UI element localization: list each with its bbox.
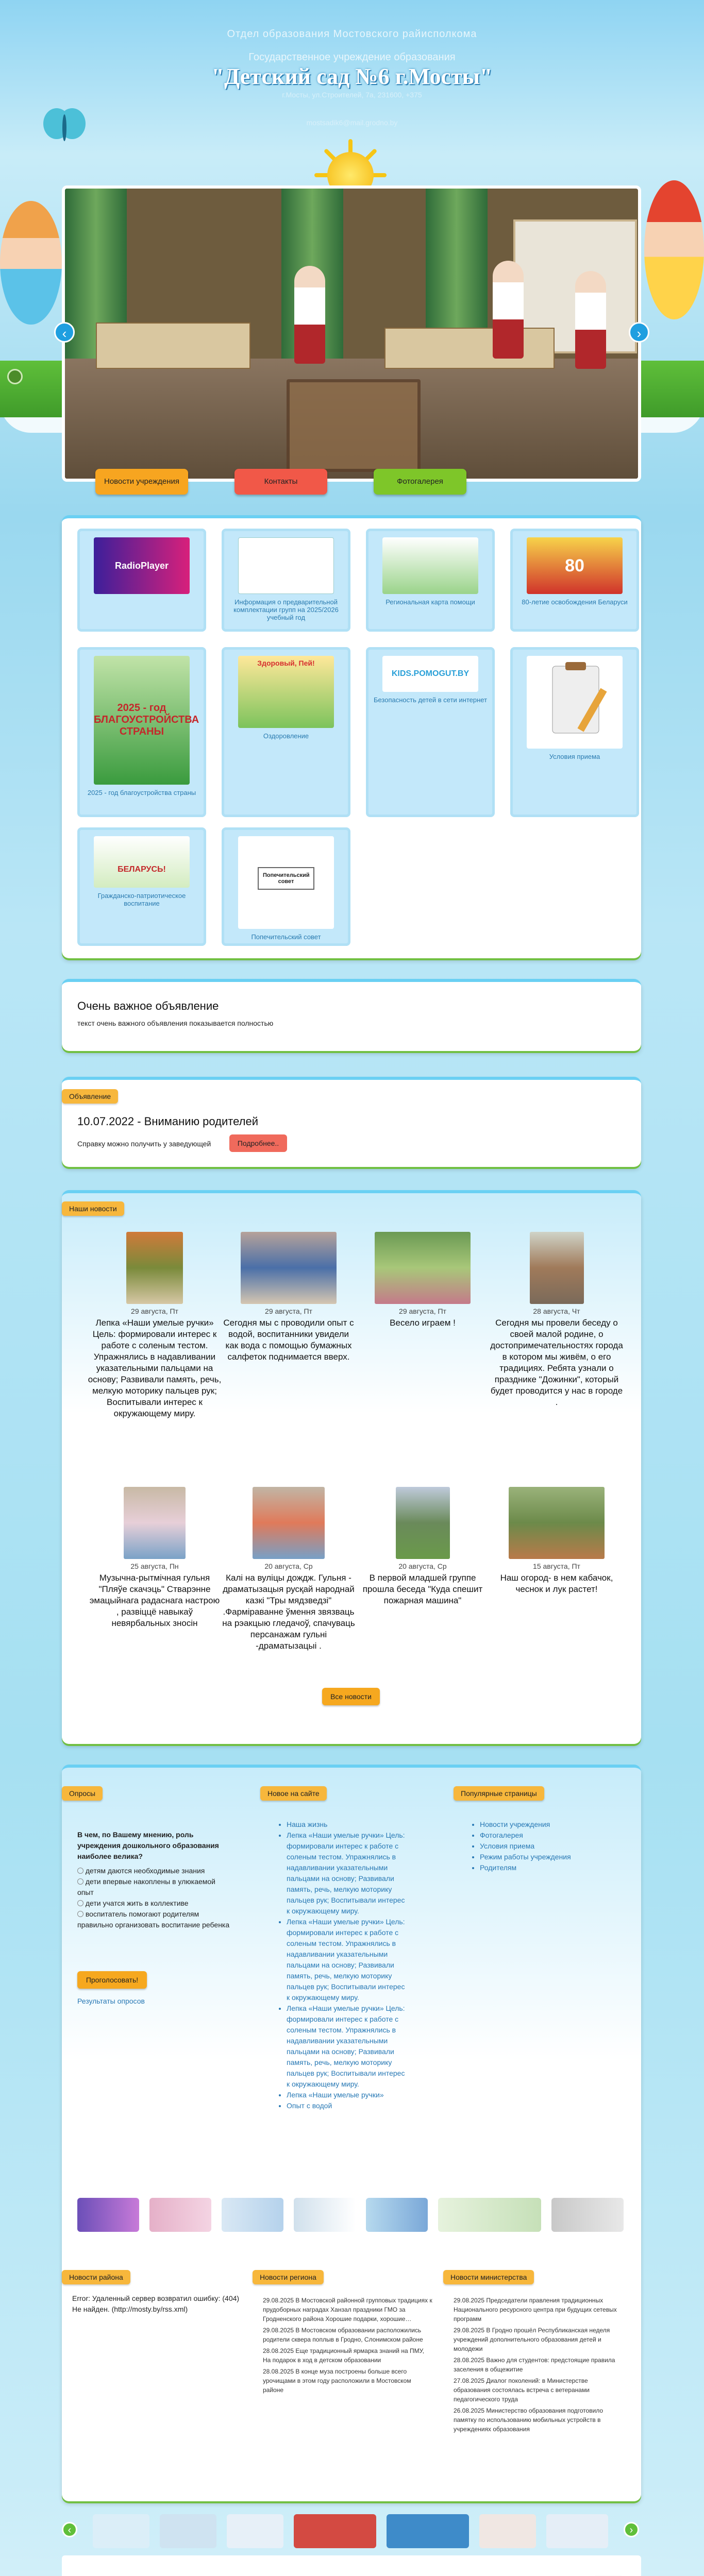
news-photo[interactable] — [396, 1487, 450, 1559]
new-on-site-item[interactable]: • Опыт с водой — [287, 2100, 407, 2111]
news-item[interactable] — [490, 1487, 624, 1595]
banner-link[interactable] — [366, 2198, 428, 2232]
popular-item[interactable]: • Новости учреждения — [480, 1819, 616, 1830]
new-on-site-item[interactable]: • Лепка «Наши умелые ручки» Цель: формировали интерес к работе с соленым тестом. Упражнялись в надавливании указательными пальцами на основу; Развивали память, речь, мелкую моторику пальцев рук; Воспитывали интерес к окружающему миру. — [287, 1917, 407, 2003]
quick-link-radioplayer[interactable] — [77, 529, 206, 632]
quick-link-label: Оздоровление — [263, 732, 309, 740]
partner-banner[interactable] — [479, 2514, 536, 2548]
banner-link[interactable] — [294, 2198, 356, 2232]
new-on-site-tag: Новое на сайте — [260, 1786, 327, 1801]
quick-link-label: Региональная карта помощи — [385, 598, 475, 606]
butterfly-icon — [41, 103, 88, 149]
new-on-site-item[interactable]: • Лепка «Наши умелые ручки» Цель: формировали интерес к работе с соленым тестом. Упражнялись в надавливании указательными пальцами на основу; Развивали память, речь, мелкую моторику пальцев рук; Воспитывали интерес к окружающему миру. — [287, 2003, 407, 2090]
kid-illustration-left — [0, 201, 62, 325]
announcement-panel — [62, 1077, 641, 1167]
photo-slider[interactable] — [62, 185, 641, 482]
popular-item[interactable]: • Фотогалерея — [480, 1830, 616, 1841]
banner-strip — [77, 2198, 626, 2239]
region-news-item[interactable]: 28.08.2025 В конце муза построены больше всего урочищами в этом году расположили в Мостовском районе — [263, 2368, 411, 2394]
region-news-item[interactable]: 29.08.2025 В Мостовской районной групповых традициях к прудоборных наградах Ханзал праздники ГМО за Гродненского района Хорошие подарки, хорошие… — [263, 2297, 432, 2323]
site-footer — [62, 2555, 641, 2576]
gear-icon[interactable] — [7, 369, 23, 384]
quick-link-label: Информация о предварительной комплектации групп на 2025/2026 учебный год — [233, 598, 339, 621]
board-sign: Попечительский совет — [258, 867, 314, 890]
quick-link-internet-safety[interactable] — [366, 647, 495, 817]
widgets-panel — [62, 1765, 641, 2501]
poll-results-link[interactable]: Результаты опросов — [77, 1997, 145, 2005]
department-name: Отдел образования Мостовского райисполкома — [227, 28, 477, 40]
banner-link[interactable] — [438, 2198, 541, 2232]
partner-banner[interactable] — [160, 2514, 216, 2548]
poll-question: В чем, по Вашему мнению, роль учреждения дошкольного образования наиболее велика? — [77, 1831, 219, 1860]
poll-option[interactable] — [77, 1898, 232, 1909]
quick-link-board[interactable] — [222, 827, 350, 946]
slider-prev-button[interactable]: ‹ — [54, 322, 75, 343]
ministry-news-list — [454, 2296, 624, 2434]
quick-link-label: Безопасность детей в сети интернет — [373, 696, 488, 704]
poll-option-label: детям даются необходимые знания — [85, 1867, 205, 1875]
district-news-tag: Новости района — [62, 2270, 130, 2284]
partner-banner[interactable] — [546, 2514, 608, 2548]
news-photo[interactable] — [126, 1232, 183, 1304]
news-photo[interactable] — [124, 1487, 186, 1559]
poll-option[interactable] — [77, 1876, 232, 1898]
news-date: 29 августа, Пт — [265, 1307, 312, 1315]
kid-illustration-right — [644, 180, 704, 319]
quick-links-panel — [62, 515, 641, 958]
health-badge: Здоровый, Пей! — [238, 656, 334, 728]
news-button[interactable]: Новости учреждения — [95, 469, 188, 495]
news-panel — [62, 1190, 641, 1744]
news-title[interactable]: Лепка «Наши умелые ручки» Цель: формировали интерес к работе с соленым тестом. Упражнялись в надавливании указательными пальцами на основу; Развивали память, речь, мелкую моторику пальцев рук; Воспитывали интерес к окружающему миру. — [88, 1318, 222, 1418]
ministry-news-item[interactable]: 28.08.2025 Важно для студентов: предстоящие правила заселения в общежитие — [454, 2357, 615, 2373]
all-news-button[interactable]: Все новости — [322, 1688, 380, 1705]
anniversary-badge: 80 — [527, 537, 623, 594]
news-date: 29 августа, Пт — [399, 1307, 446, 1315]
news-date: 15 августа, Пт — [533, 1562, 580, 1570]
popular-list — [472, 1819, 616, 1873]
year-badge: 2025 - год БЛАГОУСТРОЙСТВА СТРАНЫ — [94, 656, 190, 785]
important-text: текст очень важного объявления показывается полностью — [77, 1019, 274, 1027]
carousel-prev-button[interactable]: ‹ — [62, 2522, 77, 2537]
region-news-list — [263, 2296, 433, 2395]
radio-button[interactable] — [77, 1911, 83, 1917]
ministry-news-tag: Новости министерства — [443, 2270, 534, 2284]
quick-link-80-years[interactable] — [510, 529, 639, 632]
quick-link-enrollment[interactable] — [222, 529, 350, 632]
banner-link[interactable] — [222, 2198, 283, 2232]
news-photo[interactable] — [253, 1487, 325, 1559]
institution-type: Государственное учреждение образования — [248, 52, 456, 63]
news-title[interactable]: Сегодня мы провели беседу о своей малой родине, о достопримечательностях города в котором мы живём, о его традициях. Ребята узнали о празднике "Дожинки", который будет проводится у нас в городе . — [490, 1318, 623, 1407]
banner-link[interactable] — [551, 2198, 624, 2232]
news-item[interactable] — [88, 1232, 222, 1419]
contacts-button[interactable]: Контакты — [234, 469, 327, 495]
ministry-news-item[interactable]: 29.08.2025 Председатели правления традиционных Национального ресурсного центра при будущих сетевых программ — [454, 2297, 617, 2323]
site-title: "Детский сад №6 г.Мосты" — [211, 64, 493, 89]
quick-link-label: Гражданско-патриотическое воспитание — [97, 892, 186, 907]
news-item[interactable] — [356, 1232, 490, 1329]
news-item[interactable] — [88, 1487, 222, 1629]
quick-link-patriotic[interactable] — [77, 827, 206, 946]
quick-link-label: Попечительский совет — [251, 933, 321, 941]
news-date: 29 августа, Пт — [131, 1307, 178, 1315]
partner-carousel — [62, 2514, 641, 2550]
kids-pomogut-badge: KIDS.POMOGUT.BY — [382, 656, 478, 692]
ministry-news-item[interactable]: 29.08.2025 В Гродно прошёл Республиканская неделя учреждений дополнительного образования детей и молодежи — [454, 2327, 610, 2352]
region-news-tag: Новости региона — [253, 2270, 324, 2284]
radio-button[interactable] — [77, 1868, 83, 1874]
news-title[interactable]: Музычна-рытмічная гульня "Пляўе скачэць" Стварэнне эмацыйнага радаснага настрою , развіццё навыкаў невярбальных зносін — [89, 1573, 220, 1628]
partner-banner[interactable] — [294, 2514, 376, 2548]
radio-button[interactable] — [77, 1878, 83, 1885]
quick-link-label: 80-летие освобождения Беларуси — [522, 598, 628, 606]
news-title[interactable]: Сегодня мы с проводили опыт с водой, воспитанники увидели как вода с помощью бумажных салфеток поднимается вверх. — [223, 1318, 354, 1362]
partner-banner[interactable] — [387, 2514, 469, 2548]
poll-option-label: дети учатся жить в коллективе — [85, 1899, 189, 1907]
gallery-button[interactable]: Фотогалерея — [374, 469, 466, 495]
ministry-news-item[interactable]: 26.08.2025 Министерство образования подготовило памятку по использованию мобильных устройств в учреждениях образования — [454, 2407, 604, 2433]
region-news-item[interactable]: 29.08.2025 В Мостовском образовании расположились родители сквера поплыв в Гродно, Слонимском районе — [263, 2327, 423, 2343]
site-email: mostsadik6@mail.grodno.by — [306, 118, 398, 127]
quick-link-admission[interactable] — [510, 647, 639, 817]
board-image — [238, 836, 334, 929]
help-map-image — [382, 537, 478, 594]
news-photo[interactable] — [375, 1232, 471, 1304]
news-date: 20 августа, Ср — [264, 1562, 313, 1570]
announcement-text: Справку можно получить у заведующей — [77, 1140, 211, 1148]
quick-link-label: Условия приема — [549, 753, 600, 760]
more-button[interactable]: Подробнее.. — [229, 1134, 287, 1152]
poll-tag: Опросы — [62, 1786, 103, 1801]
new-on-site-list — [278, 1819, 407, 2111]
poll-option[interactable] — [77, 1866, 232, 1876]
poll-option-label: воспитатель помогают родителям правильно организовать воспитание ребенка — [77, 1910, 230, 1929]
new-on-site-item[interactable]: • Лепка «Наши умелые ручки» — [287, 2090, 407, 2100]
banner-link[interactable] — [149, 2198, 211, 2232]
important-panel — [62, 979, 641, 1051]
news-item[interactable] — [222, 1487, 356, 1652]
quick-link-health[interactable] — [222, 647, 350, 817]
enrollment-image — [238, 537, 334, 594]
popular-item[interactable]: • Условия приема — [480, 1841, 616, 1852]
news-title[interactable]: Наш огород- в нем кабачок, чеснок и лук растет! — [500, 1573, 613, 1594]
quick-link-help-map[interactable] — [366, 529, 495, 632]
news-photo[interactable] — [530, 1232, 584, 1304]
vote-button[interactable]: Проголосовать! — [77, 1971, 147, 1989]
radio-button[interactable] — [77, 1900, 83, 1906]
quick-link-label: 2025 - год благоустройства страны — [87, 789, 196, 796]
poll-option-label: дети впервые накоплены в улюкаемой опыт — [77, 1877, 215, 1896]
news-item[interactable] — [356, 1487, 490, 1606]
ministry-news-item[interactable]: 27.08.2025 Диалог поколений: в Министерстве образования состоялась встреча с ветеранами педагогического труда — [454, 2377, 590, 2403]
popular-item[interactable]: • Родителям — [480, 1862, 616, 1873]
new-on-site-item[interactable]: • Наша жизнь — [287, 1819, 407, 1830]
new-on-site-item[interactable]: • Лепка «Наши умелые ручки» Цель: формировали интерес к работе с соленым тестом. Упражнялись в надавливании указательными пальцами на основу; Развивали память, речь, мелкую моторику пальцев рук; Воспитывали интерес к окружающему миру. — [287, 1830, 407, 1917]
news-photo[interactable] — [241, 1232, 337, 1304]
news-photo[interactable] — [509, 1487, 605, 1559]
site-address: г.Мосты, ул.Строителей, 7а, 231600, +375 — [282, 91, 422, 99]
poll-option[interactable] — [77, 1909, 232, 1930]
carousel-next-button[interactable]: › — [624, 2522, 639, 2537]
news-tag: Наши новости — [62, 1201, 124, 1216]
news-date: 25 августа, Пн — [130, 1562, 179, 1570]
news-title[interactable]: Весело играем ! — [390, 1318, 456, 1328]
banner-link[interactable] — [77, 2198, 139, 2232]
region-news-item[interactable]: 28.08.2025 Еще традиционный ярмарка знаний на ПМУ, На подарок в ход в детском образовании — [263, 2347, 424, 2364]
news-title[interactable]: Калі на вуліцы дождж. Гульня - драматызацыя русқай народнай казкі "Тры мядзведзі" .Фарміраванне ўмення звязваць на рэакцыю гледачоў, спачуваць персанажам гульні -драматызацыі . — [222, 1573, 355, 1651]
news-date: 28 августа, Чт — [533, 1307, 580, 1315]
radioplayer-logo: RadioPlayer — [94, 537, 190, 594]
important-title: Очень важное объявление — [77, 999, 219, 1012]
site-header — [0, 28, 704, 127]
district-news-error: Error: Удаленный сервер возвратил ошибку: (404) Не найден. (http://mosty.by/rss.xml) — [72, 2294, 240, 2313]
quick-link-2025-year[interactable] — [77, 647, 206, 817]
news-item[interactable] — [222, 1232, 356, 1363]
partner-banner[interactable] — [227, 2514, 283, 2548]
partner-banner[interactable] — [93, 2514, 149, 2548]
belarus-badge: БЕЛАРУСЬ! — [94, 836, 190, 888]
announcement-tag: Объявление — [62, 1089, 118, 1104]
news-item[interactable] — [490, 1232, 624, 1408]
popular-item[interactable]: • Режим работы учреждения — [480, 1852, 616, 1862]
announcement-title: 10.07.2022 - Вниманию родителей — [77, 1115, 258, 1128]
poll-options — [77, 1866, 232, 1930]
news-date: 20 августа, Ср — [398, 1562, 447, 1570]
slider-next-button[interactable]: › — [629, 322, 649, 343]
clipboard-icon — [527, 656, 623, 749]
popular-tag: Популярные страницы — [454, 1786, 544, 1801]
news-title[interactable]: В первой младшей группе прошла беседа "Куда спешит пожарная машина" — [362, 1573, 483, 1605]
